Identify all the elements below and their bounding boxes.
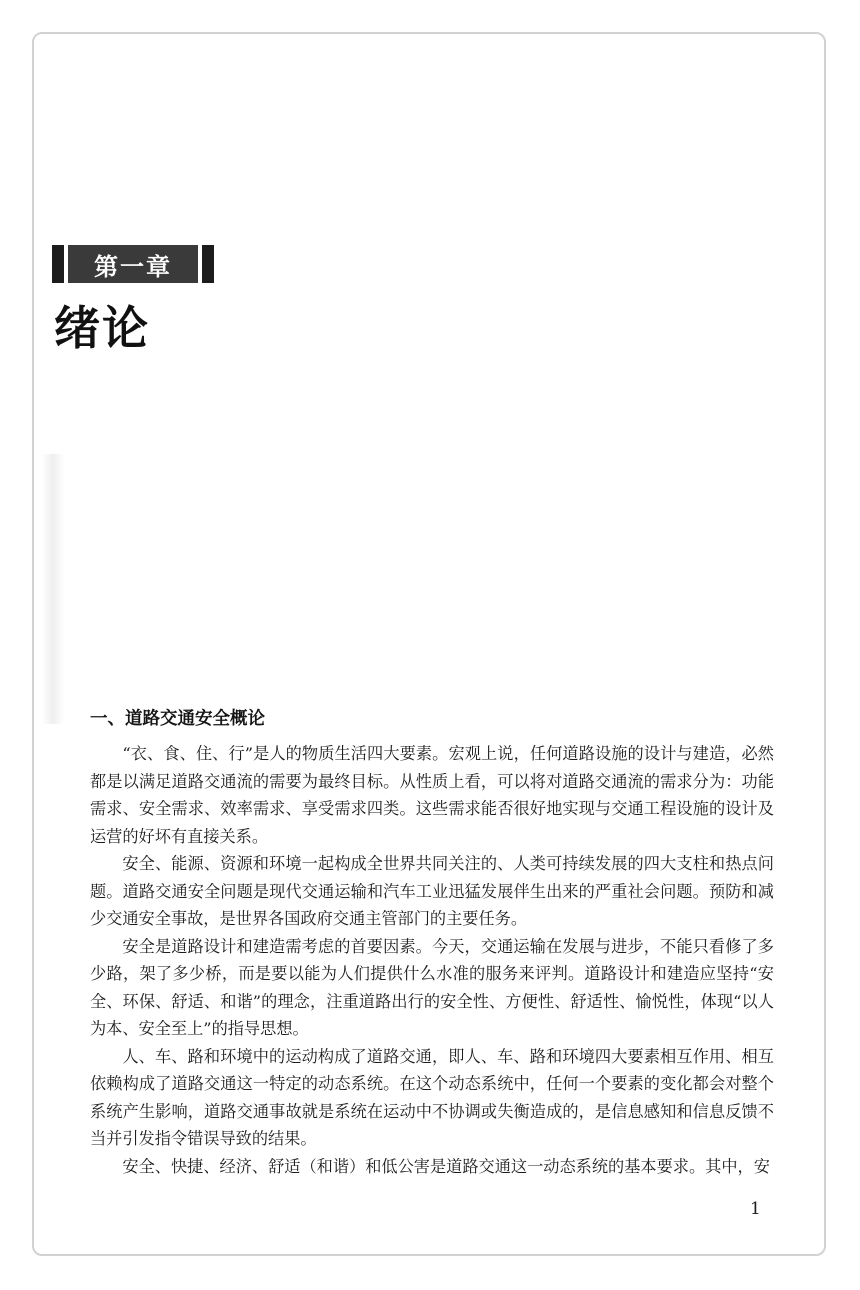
chapter-label-banner	[52, 245, 214, 283]
scan-shadow	[42, 454, 64, 724]
body-text	[90, 740, 774, 1180]
section-heading: 一、道路交通安全概论	[90, 709, 265, 729]
book-page	[32, 32, 826, 1256]
paragraph: “衣、食、住、行”是人的物质生活四大要素。宏观上说，任何道路设施的设计与建造，必然都是以满足道路交通流的需要为最终目标。从性质上看，可以将对道路交通流的需求分为：功能需求、安全需求、效率需求、享受需求四类。这些需求能否很好地实现与交通工程设施的设计及运营的好坏有直接关系。	[90, 744, 774, 846]
banner-left-bar	[52, 245, 64, 283]
paragraph: 安全、快捷、经济、舒适（和谐）和低公害是道路交通这一动态系统的基本要求。其中，安	[122, 1156, 770, 1176]
paragraph: 安全是道路设计和建造需考虑的首要因素。今天，交通运输在发展与进步，不能只看修了多少路，架了多少桥，而是要以能为人们提供什么水准的服务来评判。道路设计和建造应坚持“安全、环保、舒适、和谐”的理念，注重道路出行的安全性、方便性、舒适性、愉悦性，体现“以人为本、安全至上”的指导思想。	[90, 936, 774, 1038]
paragraph: 安全、能源、资源和环境一起构成全世界共同关注的、人类可持续发展的四大支柱和热点问题。道路交通安全问题是现代交通运输和汽车工业迅猛发展伴生出来的严重社会问题。预防和减少交通安全事故，是世界各国政府交通主管部门的主要任务。	[90, 854, 774, 928]
page-number: 1	[750, 1199, 761, 1219]
chapter-title: 绪论	[54, 301, 150, 355]
chapter-label: 第一章	[68, 245, 198, 283]
banner-right-bar	[202, 245, 214, 283]
paragraph: 人、车、路和环境中的运动构成了道路交通，即人、车、路和环境四大要素相互作用、相互依赖构成了道路交通这一特定的动态系统。在这个动态系统中，任何一个要素的变化都会对整个系统产生影响，道路交通事故就是系统在运动中不协调或失衡造成的，是信息感知和信息反馈不当并引发指令错误导致的结果。	[90, 1046, 774, 1148]
